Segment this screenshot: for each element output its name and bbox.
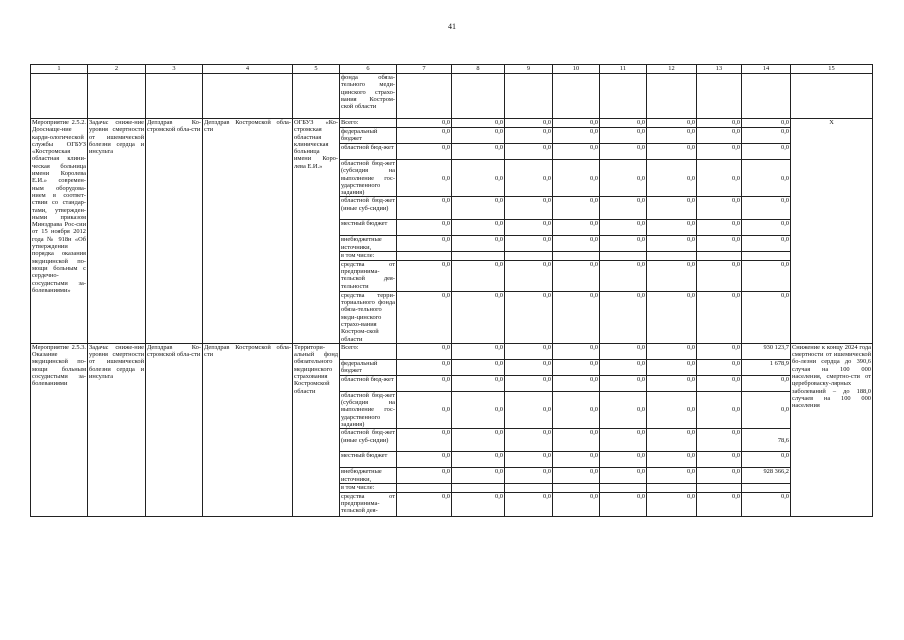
amount-cell: 0,0 [553,468,600,484]
amount-cell: 0,0 [505,197,553,220]
carry-over-row [31,74,873,119]
activity-coordinator: Депздрав Ко-стромской обла-сти [146,343,203,516]
amount-cell: 0,0 [452,391,505,428]
budget-table [30,64,873,517]
amount-cell: 0,0 [452,291,505,343]
column-number: 6 [340,65,397,74]
amount-cell: 0,0 [397,220,452,236]
amount-cell: 0,0 [452,452,505,468]
amount-cell: 0,0 [397,160,452,197]
amount-cell: 0,0 [697,119,742,128]
funding-source-label: областной бюд-жет [340,375,397,391]
funding-source-label: средства от предпринима-тельской дея-тельности [341,260,395,290]
funding-source-label: Всего: [340,343,397,359]
amount-cell: 0,0 [647,160,697,197]
funding-source-label: фонда обяза-тельного меди-цинского страхо-вания Костром-ской области [340,74,397,119]
amount-cell: 0,0 [452,236,505,252]
column-number: 5 [293,65,340,74]
amount-cell: 0,0 [647,492,697,516]
amount-cell: 0,0 [505,220,553,236]
funding-source-label: федеральный бюджет [340,359,397,375]
amount-cell: 78,6 [742,429,791,452]
amount-cell: 0,0 [553,375,600,391]
amount-cell: 0,0 [553,119,600,128]
column-number: 4 [203,65,293,74]
amount-cell: 0,0 [397,391,452,428]
funding-source-label: местный бюджет [340,452,397,468]
amount-cell: 0,0 [697,468,742,484]
amount-cell: 0,0 [397,197,452,220]
column-number: 15 [791,65,873,74]
amount-cell: 0,0 [697,260,742,291]
activity-responsible: Депздрав Костромской обла-сти [203,119,293,344]
amount-cell: 0,0 [452,260,505,291]
column-number: 9 [505,65,553,74]
column-number: 2 [88,65,146,74]
amount-cell: 0,0 [452,144,505,160]
amount-cell: 0,0 [600,160,647,197]
amount-cell: 0,0 [647,260,697,291]
amount-cell: 0,0 [600,144,647,160]
column-number: 7 [397,65,452,74]
amount-cell: 0,0 [505,429,553,452]
amount-cell: 0,0 [742,220,791,236]
amount-cell: 0,0 [742,391,791,428]
amount-cell: 0,0 [553,197,600,220]
funding-source-label: средства терри-ториального фонда обяза-тельного меди-цинского страхо-вания Костром-ской области [341,291,395,343]
amount-cell: 0,0 [647,291,697,343]
amount-cell: 0,0 [505,391,553,428]
column-number: 12 [647,65,697,74]
amount-cell: 0,0 [742,492,791,516]
amount-cell: 0,0 [647,197,697,220]
activity-coordinator: Депздрав Ко-стромской обла-сти [146,119,203,344]
funding-source-label: внебюджетные источники, [340,468,397,484]
amount-cell: 0,0 [600,343,647,359]
amount-cell: 0,0 [697,343,742,359]
funding-row [31,343,873,359]
amount-cell: 0,0 [505,291,553,343]
amount-cell: 0,0 [553,128,600,144]
funding-source-label: местный бюджет [340,220,397,236]
column-number: 1 [31,65,88,74]
amount-cell: 0,0 [742,260,791,291]
column-number: 14 [742,65,791,74]
amount-cell: 0,0 [452,492,505,516]
amount-cell: 0,0 [742,144,791,160]
amount-cell: 0,0 [553,144,600,160]
amount-cell: 0,0 [697,391,742,428]
page-number: 41 [448,22,456,31]
amount-cell: 0,0 [397,291,452,343]
funding-source-label: федеральный бюджет [340,128,397,144]
column-number: 3 [146,65,203,74]
amount-cell: 0,0 [600,391,647,428]
amount-cell: 0,0 [600,119,647,128]
amount-cell: 0,0 [505,452,553,468]
amount-cell: 0,0 [505,359,553,375]
activity-task: Задача: сниже-ние уровня смертности от ишемической болезни сердца и инсульта [88,343,146,516]
amount-cell: 0,0 [397,260,452,291]
amount-cell: 0,0 [600,236,647,252]
amount-cell: 0,0 [697,160,742,197]
expected-result: Снижение к концу 2024 года смертности от ишемической бо-лезни сердца до 390,6 случая на 100 000 населения, смертно-сти от цереброваску-лярных заболеваний – до 188,0 случаев на 100 000 населения [791,343,873,516]
amount-cell: 0,0 [697,492,742,516]
amount-cell: 0,0 [647,391,697,428]
amount-cell: 0,0 [697,236,742,252]
amount-cell: 0,0 [397,144,452,160]
funding-source-label: областной бюд-жет (субсидия на выполнение гос-ударственного задания) [341,391,395,429]
amount-cell: 0,0 [452,359,505,375]
amount-cell: 0,0 [452,220,505,236]
amount-cell: 0,0 [505,343,553,359]
amount-cell: 0,0 [553,343,600,359]
amount-cell: 0,0 [553,291,600,343]
funding-source-label: в том числе: [340,252,397,260]
amount-cell: 0,0 [600,220,647,236]
amount-cell: 0,0 [647,119,697,128]
amount-cell: 0,0 [647,359,697,375]
amount-cell: 0,0 [600,492,647,516]
amount-cell: 0,0 [452,375,505,391]
amount-cell: 0,0 [697,429,742,452]
activity-executor: ОГБУЗ «Ко-стромская областная клиническая больница имени Коро-лева Е.И.» [293,119,340,344]
funding-row [31,119,873,128]
funding-source-label: областной бюд-жет (субсидия на выполнение гос-ударственного задания) [341,160,395,197]
amount-cell: 0,0 [600,260,647,291]
amount-cell: 0,0 [600,468,647,484]
activity-task: Задача: сниже-ние уровня смертности от ишемической болезни сердца и инсульта [88,119,146,344]
amount-cell: 0,0 [647,128,697,144]
amount-cell: 0,0 [697,144,742,160]
expected-result: Х [791,119,873,344]
amount-cell: 0,0 [697,220,742,236]
amount-cell: 0,0 [647,220,697,236]
amount-cell: 0,0 [697,359,742,375]
amount-cell: 928 366,2 [742,468,791,484]
amount-cell: 0,0 [397,359,452,375]
amount-cell: 0,0 [647,468,697,484]
amount-cell: 0,0 [553,236,600,252]
amount-cell: 0,0 [742,291,791,343]
amount-cell: 0,0 [452,429,505,452]
column-number: 13 [697,65,742,74]
amount-cell: 0,0 [553,220,600,236]
amount-cell: 0,0 [647,236,697,252]
amount-cell: 0,0 [600,197,647,220]
amount-cell: 0,0 [452,128,505,144]
amount-cell: 0,0 [452,343,505,359]
amount-cell: 0,0 [505,236,553,252]
amount-cell: 0,0 [452,160,505,197]
amount-cell: 0,0 [505,492,553,516]
column-number: 8 [452,65,505,74]
amount-cell: 0,0 [697,375,742,391]
amount-cell: 0,0 [397,119,452,128]
amount-cell: 0,0 [600,375,647,391]
amount-cell: 0,0 [742,452,791,468]
amount-cell: 0,0 [742,375,791,391]
amount-cell: 0,0 [505,160,553,197]
amount-cell: 0,0 [553,359,600,375]
amount-cell: 0,0 [647,375,697,391]
amount-cell: 0,0 [452,197,505,220]
amount-cell: 0,0 [397,375,452,391]
amount-cell: 0,0 [553,160,600,197]
amount-cell: 0,0 [553,260,600,291]
activity-responsible: Депздрав Костромской обла-сти [203,343,293,516]
amount-cell: 930 123,7 [742,343,791,359]
amount-cell: 0,0 [553,391,600,428]
amount-cell: 0,0 [397,343,452,359]
amount-cell: 0,0 [600,128,647,144]
amount-cell: 0,0 [647,452,697,468]
funding-source-label: в том числе: [340,484,397,492]
amount-cell: 0,0 [742,197,791,220]
amount-cell: 0,0 [397,452,452,468]
activity-title: Мероприятие 2.5.2. Дооснаще-ние карди-ологической службы ОГБУЗ «Костромская областная клини-ческая больница имени Королева Е.И.» современ-ным оборудова-нием в соответ-ствии со стандар-тами, утвержден-ными приказом Минздрава Рос-сии от 15 ноября 2012 года № 918н «Об утверждении порядка оказания медицинской по-мощи больным с сердечно-сосудистыми за-болеваниями» [31,119,88,344]
column-number-row [31,65,873,74]
funding-source-label: областной бюд-жет (иные суб-сидии) [340,197,397,220]
amount-cell: 0,0 [452,119,505,128]
amount-cell: 0,0 [397,128,452,144]
amount-cell: 0,0 [505,260,553,291]
amount-cell: 0,0 [647,343,697,359]
amount-cell: 0,0 [452,468,505,484]
amount-cell: 0,0 [742,128,791,144]
amount-cell: 0,0 [505,144,553,160]
amount-cell: 0,0 [553,452,600,468]
funding-source-label: областной бюд-жет [340,144,397,160]
amount-cell: 0,0 [697,452,742,468]
amount-cell: 0,0 [742,236,791,252]
amount-cell: 0,0 [397,236,452,252]
amount-cell: 0,0 [600,429,647,452]
column-number: 10 [553,65,600,74]
activity-title: Мероприятие 2.5.3. Оказание медицинской по-мощи больным сосудистыми за-болеваниями [31,343,88,516]
amount-cell: 0,0 [697,197,742,220]
funding-source-label: внебюджетные источники, [340,236,397,252]
column-number: 11 [600,65,647,74]
amount-cell: 0,0 [397,492,452,516]
amount-cell: 0,0 [742,160,791,197]
funding-source-label: средства от предпринима-тельской дея- [341,492,395,515]
amount-cell: 0,0 [505,375,553,391]
amount-cell: 0,0 [505,468,553,484]
amount-cell: 0,0 [697,128,742,144]
amount-cell: 0,0 [505,128,553,144]
amount-cell: 0,0 [553,492,600,516]
funding-source-label: областной бюд-жет (иные суб-сидии) [340,429,397,452]
activity-executor: Территори-альный фонд обязательного медицинского страхования Костромской области [293,343,340,516]
amount-cell: 0,0 [397,429,452,452]
amount-cell: 0,0 [600,359,647,375]
amount-cell: 0,0 [647,429,697,452]
amount-cell: 0,0 [397,468,452,484]
amount-cell: 0,0 [600,291,647,343]
amount-cell: 0,0 [505,119,553,128]
amount-cell: 0,0 [742,119,791,128]
amount-cell: 0,0 [600,452,647,468]
amount-cell: 0,0 [697,291,742,343]
amount-cell: 1 678,9 [742,359,791,375]
funding-source-label: Всего: [340,119,397,128]
amount-cell: 0,0 [553,429,600,452]
amount-cell: 0,0 [647,144,697,160]
